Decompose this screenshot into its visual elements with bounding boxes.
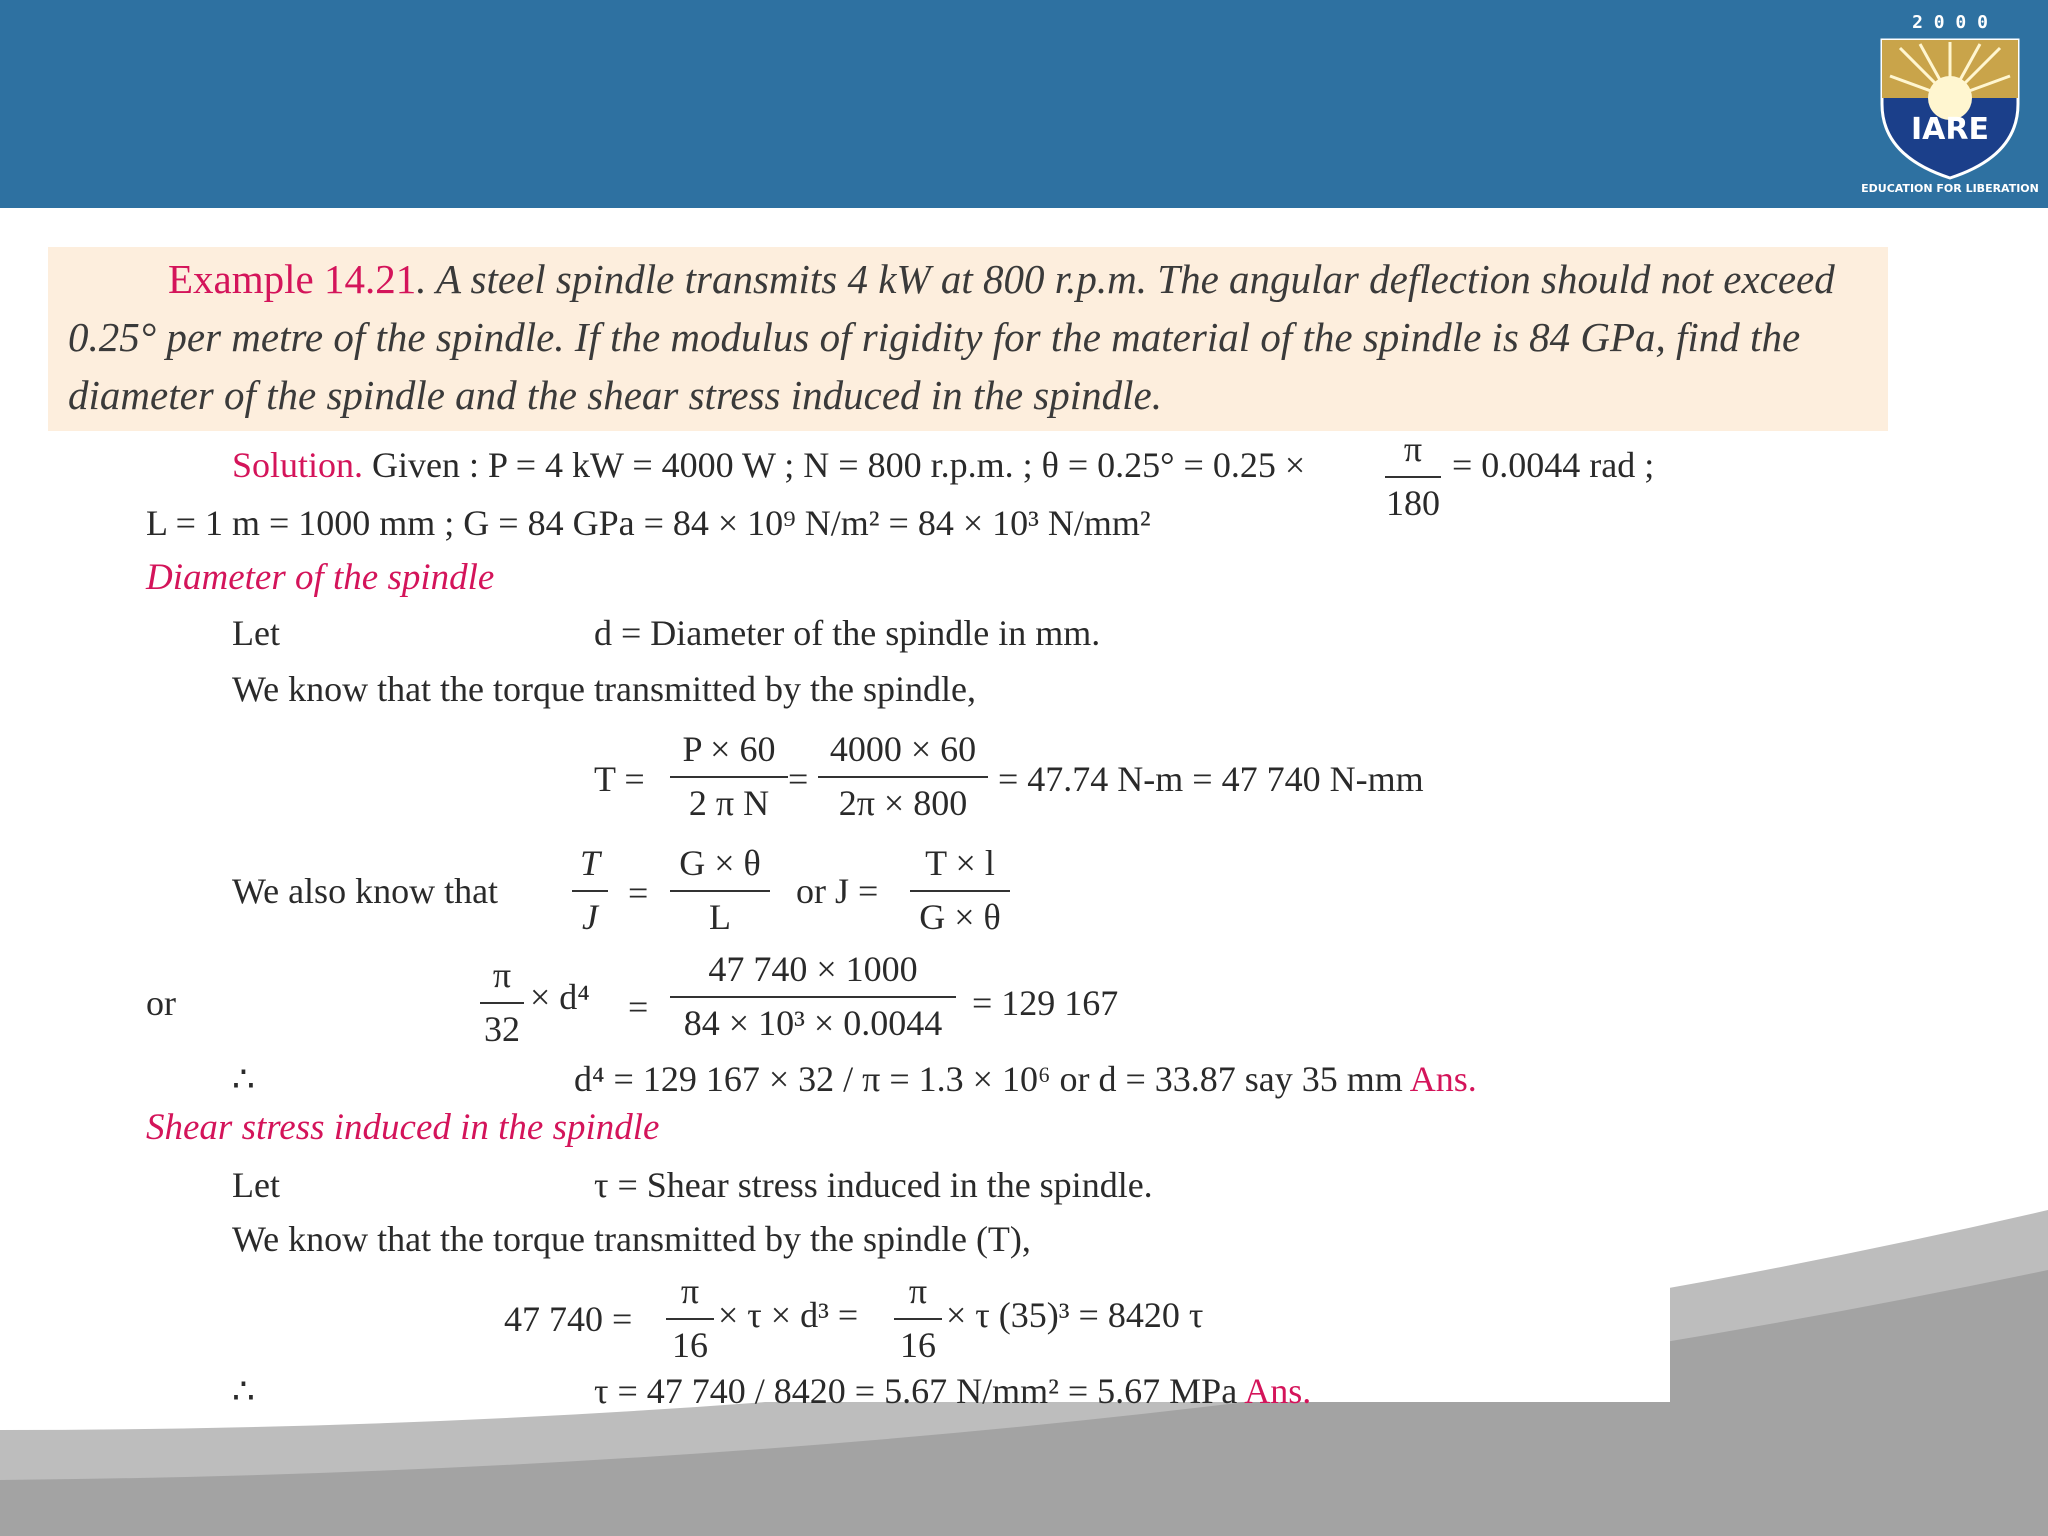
logo-motto: EDUCATION FOR LIBERATION (1861, 182, 2039, 195)
example-statement (68, 250, 1876, 424)
given-values-1: Given : P = 4 kW = 4000 W ; N = 800 r.p.m. ; θ = 0.25° = 0.25 × (372, 445, 1306, 485)
equals-sign-3: = (628, 987, 649, 1027)
or-label: or (146, 983, 176, 1023)
torque-result: = 47.74 N-m = 47 740 N-mm (998, 759, 1424, 799)
header-bar (0, 0, 2048, 208)
diameter-heading: Diameter of the spindle (146, 557, 495, 598)
d4-result-line: d⁴ = 129 167 × 32 / π = 1.3 × 10⁶ or d = 33.87 say 35 mm Ans. (574, 1059, 1477, 1099)
logo-year: 2 0 0 0 (1912, 12, 1988, 33)
pi-over-32: π 32 (480, 954, 524, 1050)
example-label: Example 14.21 (168, 256, 417, 302)
equals-sign-2: = (628, 873, 649, 913)
G-theta-over-L: G × θ L (670, 842, 770, 938)
example-text: . A steel spindle transmits 4 kW at 800 r.p.m. The angular deflection should not exceed 0.25° per metre of the spindle. If the modulus of rigidity for the material of the spindle is 84 GPa, find the diameter of the spindle and the shear stress induced in the spindle. (68, 256, 1835, 418)
big-fraction: 47 740 × 1000 84 × 10³ × 0.0044 (670, 948, 956, 1044)
therefore-1: ∴ (232, 1059, 255, 1099)
shear-heading: Shear stress induced in the spindle (146, 1107, 660, 1148)
let-label-2: Let (232, 1165, 280, 1205)
ans-label-2: Ans. (1244, 1371, 1312, 1411)
let-label-1: Let (232, 613, 280, 653)
torque-statement-1: We know that the torque transmitted by the spindle, (232, 669, 976, 709)
let-definition-tau: τ = Shear stress induced in the spindle. (594, 1165, 1153, 1205)
or-J-eq: or J = (796, 871, 879, 911)
J-fraction: T × l G × θ (910, 842, 1010, 938)
also-know-text: We also know that (232, 871, 499, 911)
given-values-2: L = 1 m = 1000 mm ; G = 84 GPa = 84 × 10⁹ N/m² = 84 × 10³ N/mm² (146, 503, 1151, 543)
given-values-1-end: = 0.0044 rad ; (1452, 445, 1655, 485)
equals-sign: = (788, 759, 809, 799)
logo-name: IARE (1911, 112, 1989, 147)
pi-over-16-b: π 16 (894, 1270, 942, 1366)
iare-logo (1860, 6, 2040, 202)
torque-T-eq: T = (594, 759, 645, 799)
pi-over-16-a: π 16 (666, 1270, 714, 1366)
let-definition-d: d = Diameter of the spindle in mm. (594, 613, 1101, 653)
big-fraction-result: = 129 167 (972, 983, 1119, 1023)
therefore-2: ∴ (232, 1371, 255, 1411)
T-over-J: T J (572, 842, 608, 938)
solution-label: Solution. (232, 445, 364, 485)
torque-statement-2: We know that the torque transmitted by the spindle (T), (232, 1219, 1031, 1259)
solution-given-line-1 (232, 444, 1305, 486)
content-panel-bottom (0, 1180, 1670, 1402)
shear-middle: × τ × d³ = (718, 1295, 859, 1335)
pi-over-180: π 180 (1386, 429, 1440, 523)
tau-result-line: τ = 47 740 / 8420 = 5.67 N/mm² = 5.67 MPa Ans. (594, 1371, 1312, 1411)
torque-fraction-2: 4000 × 60 2π × 800 (818, 728, 988, 824)
torque-fraction-1: P × 60 2 π N (670, 728, 788, 824)
shear-end: × τ (35)³ = 8420 τ (946, 1295, 1204, 1335)
shear-lhs: 47 740 = (504, 1299, 633, 1339)
ans-label-1: Ans. (1409, 1059, 1477, 1099)
times-d4: × d⁴ (530, 977, 590, 1017)
